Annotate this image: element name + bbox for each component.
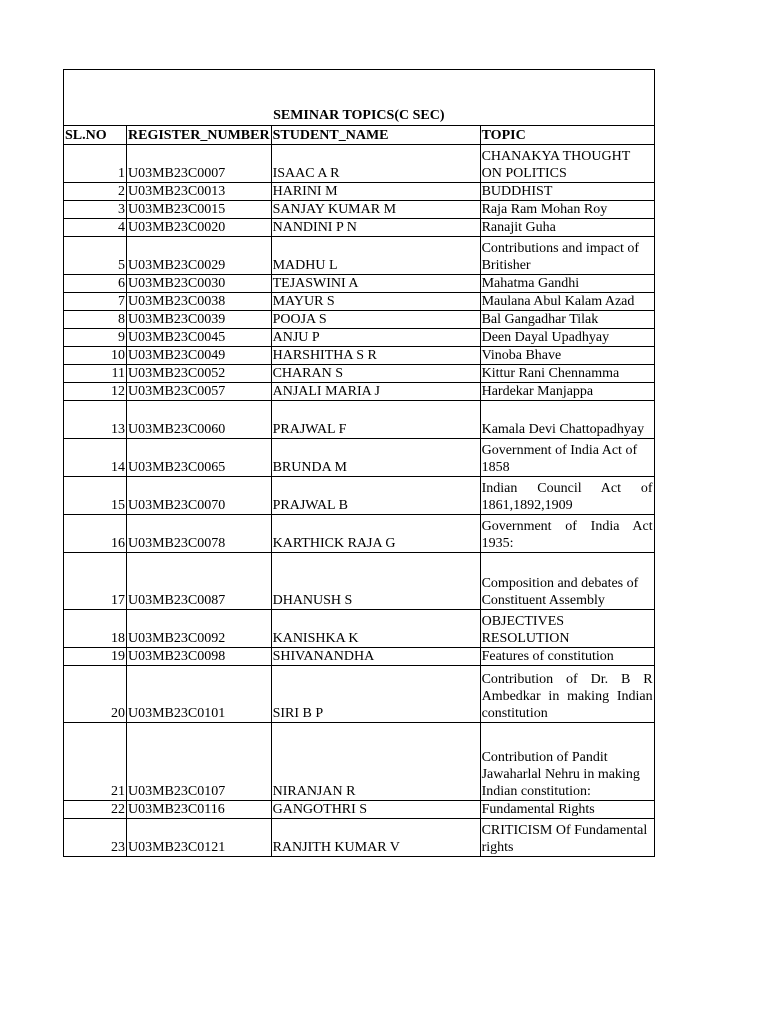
student-name-cell: ANJALI MARIA J xyxy=(271,383,480,401)
sl-no-cell: 15 xyxy=(64,477,127,515)
topic-cell: Ranajit Guha xyxy=(480,219,654,237)
sl-no-cell: 19 xyxy=(64,648,127,666)
header-topic: TOPIC xyxy=(480,126,654,145)
register-number-cell: U03MB23C0098 xyxy=(127,648,272,666)
register-number-cell: U03MB23C0045 xyxy=(127,329,272,347)
register-number-cell: U03MB23C0039 xyxy=(127,311,272,329)
sl-no-cell: 23 xyxy=(64,819,127,857)
sl-no-cell: 1 xyxy=(64,145,127,183)
table-row xyxy=(64,666,655,723)
sl-no-cell: 6 xyxy=(64,275,127,293)
sl-no-cell: 11 xyxy=(64,365,127,383)
title-row xyxy=(64,70,655,126)
register-number-cell: U03MB23C0038 xyxy=(127,293,272,311)
topic-cell: BUDDHIST xyxy=(480,183,654,201)
register-number-cell: U03MB23C0020 xyxy=(127,219,272,237)
student-name-cell: HARSHITHA S R xyxy=(271,347,480,365)
student-name-cell: MADHU L xyxy=(271,237,480,275)
register-number-cell: U03MB23C0057 xyxy=(127,383,272,401)
register-number-cell: U03MB23C0121 xyxy=(127,819,272,857)
topic-cell: Contributions and impact of Britisher xyxy=(480,237,654,275)
table-row xyxy=(64,293,655,311)
sl-no-cell: 10 xyxy=(64,347,127,365)
topic-cell: Government of India Act of 1858 xyxy=(480,439,654,477)
student-name-cell: SHIVANANDHA xyxy=(271,648,480,666)
table-row xyxy=(64,553,655,610)
table-row xyxy=(64,183,655,201)
register-number-cell: U03MB23C0087 xyxy=(127,553,272,610)
register-number-cell: U03MB23C0049 xyxy=(127,347,272,365)
sl-no-cell: 22 xyxy=(64,801,127,819)
sl-no-cell: 21 xyxy=(64,723,127,801)
sl-no-cell: 18 xyxy=(64,610,127,648)
student-name-cell: RANJITH KUMAR V xyxy=(271,819,480,857)
topic-cell: CHANAKYA THOUGHT ON POLITICS xyxy=(480,145,654,183)
table-row xyxy=(64,401,655,439)
student-name-cell: TEJASWINI A xyxy=(271,275,480,293)
student-name-cell: PRAJWAL F xyxy=(271,401,480,439)
register-number-cell: U03MB23C0078 xyxy=(127,515,272,553)
student-name-cell: SIRI B P xyxy=(271,666,480,723)
sl-no-cell: 3 xyxy=(64,201,127,219)
table-row xyxy=(64,311,655,329)
sl-no-cell: 16 xyxy=(64,515,127,553)
topic-cell: Composition and debates of Constituent Assembly xyxy=(480,553,654,610)
register-number-cell: U03MB23C0015 xyxy=(127,201,272,219)
table-row xyxy=(64,347,655,365)
topic-cell: Mahatma Gandhi xyxy=(480,275,654,293)
student-name-cell: MAYUR S xyxy=(271,293,480,311)
student-name-cell: NIRANJAN R xyxy=(271,723,480,801)
topic-cell: Bal Gangadhar Tilak xyxy=(480,311,654,329)
topic-cell: Maulana Abul Kalam Azad xyxy=(480,293,654,311)
sl-no-cell: 20 xyxy=(64,666,127,723)
student-name-cell: ISAAC A R xyxy=(271,145,480,183)
table-row xyxy=(64,515,655,553)
topic-cell: Vinoba Bhave xyxy=(480,347,654,365)
table-row xyxy=(64,275,655,293)
register-number-cell: U03MB23C0116 xyxy=(127,801,272,819)
table-row xyxy=(64,383,655,401)
table-row xyxy=(64,439,655,477)
sl-no-cell: 9 xyxy=(64,329,127,347)
topic-cell: Features of constitution xyxy=(480,648,654,666)
student-name-cell: ANJU P xyxy=(271,329,480,347)
sl-no-cell: 12 xyxy=(64,383,127,401)
register-number-cell: U03MB23C0060 xyxy=(127,401,272,439)
register-number-cell: U03MB23C0013 xyxy=(127,183,272,201)
register-number-cell: U03MB23C0107 xyxy=(127,723,272,801)
table-row xyxy=(64,477,655,515)
student-name-cell: HARINI M xyxy=(271,183,480,201)
register-number-cell: U03MB23C0052 xyxy=(127,365,272,383)
topic-cell: Kamala Devi Chattopadhyay xyxy=(480,401,654,439)
sl-no-cell: 4 xyxy=(64,219,127,237)
register-number-cell: U03MB23C0101 xyxy=(127,666,272,723)
student-name-cell: DHANUSH S xyxy=(271,553,480,610)
student-name-cell: BRUNDA M xyxy=(271,439,480,477)
sl-no-cell: 7 xyxy=(64,293,127,311)
register-number-cell: U03MB23C0029 xyxy=(127,237,272,275)
sl-no-cell: 17 xyxy=(64,553,127,610)
table-row xyxy=(64,201,655,219)
topic-cell: Contribution of Pandit Jawaharlal Nehru in making Indian constitution: xyxy=(480,723,654,801)
table-row xyxy=(64,610,655,648)
topic-cell: Fundamental Rights xyxy=(480,801,654,819)
table-row xyxy=(64,145,655,183)
table-row xyxy=(64,723,655,801)
header-sl-no: SL.NO xyxy=(64,126,127,145)
register-number-cell: U03MB23C0070 xyxy=(127,477,272,515)
sl-no-cell: 2 xyxy=(64,183,127,201)
register-number-cell: U03MB23C0007 xyxy=(127,145,272,183)
header-student-name: STUDENT_NAME xyxy=(271,126,480,145)
sl-no-cell: 14 xyxy=(64,439,127,477)
table-row xyxy=(64,801,655,819)
table-row xyxy=(64,648,655,666)
topic-cell: Indian Council Act of 1861,1892,1909 xyxy=(480,477,654,515)
header-register-number: REGISTER_NUMBER xyxy=(127,126,272,145)
seminar-topics-table xyxy=(63,69,655,857)
table-row xyxy=(64,365,655,383)
register-number-cell: U03MB23C0065 xyxy=(127,439,272,477)
student-name-cell: NANDINI P N xyxy=(271,219,480,237)
table-row xyxy=(64,329,655,347)
sl-no-cell: 8 xyxy=(64,311,127,329)
topic-cell: Hardekar Manjappa xyxy=(480,383,654,401)
topic-cell: CRITICISM Of Fundamental rights xyxy=(480,819,654,857)
topic-cell: Raja Ram Mohan Roy xyxy=(480,201,654,219)
header-row xyxy=(64,126,655,145)
table-row xyxy=(64,237,655,275)
student-name-cell: KARTHICK RAJA G xyxy=(271,515,480,553)
student-name-cell: POOJA S xyxy=(271,311,480,329)
student-name-cell: SANJAY KUMAR M xyxy=(271,201,480,219)
table-row xyxy=(64,819,655,857)
sheet-title: SEMINAR TOPICS(C SEC) xyxy=(64,70,655,126)
student-name-cell: KANISHKA K xyxy=(271,610,480,648)
topic-cell: Kittur Rani Chennamma xyxy=(480,365,654,383)
table-row xyxy=(64,219,655,237)
topic-cell: OBJECTIVES RESOLUTION xyxy=(480,610,654,648)
topic-cell: Deen Dayal Upadhyay xyxy=(480,329,654,347)
topic-cell: Government of India Act 1935: xyxy=(480,515,654,553)
student-name-cell: PRAJWAL B xyxy=(271,477,480,515)
register-number-cell: U03MB23C0092 xyxy=(127,610,272,648)
student-name-cell: CHARAN S xyxy=(271,365,480,383)
sl-no-cell: 5 xyxy=(64,237,127,275)
student-name-cell: GANGOTHRI S xyxy=(271,801,480,819)
topic-cell: Contribution of Dr. B R Ambedkar in making Indian constitution xyxy=(480,666,654,723)
register-number-cell: U03MB23C0030 xyxy=(127,275,272,293)
sl-no-cell: 13 xyxy=(64,401,127,439)
